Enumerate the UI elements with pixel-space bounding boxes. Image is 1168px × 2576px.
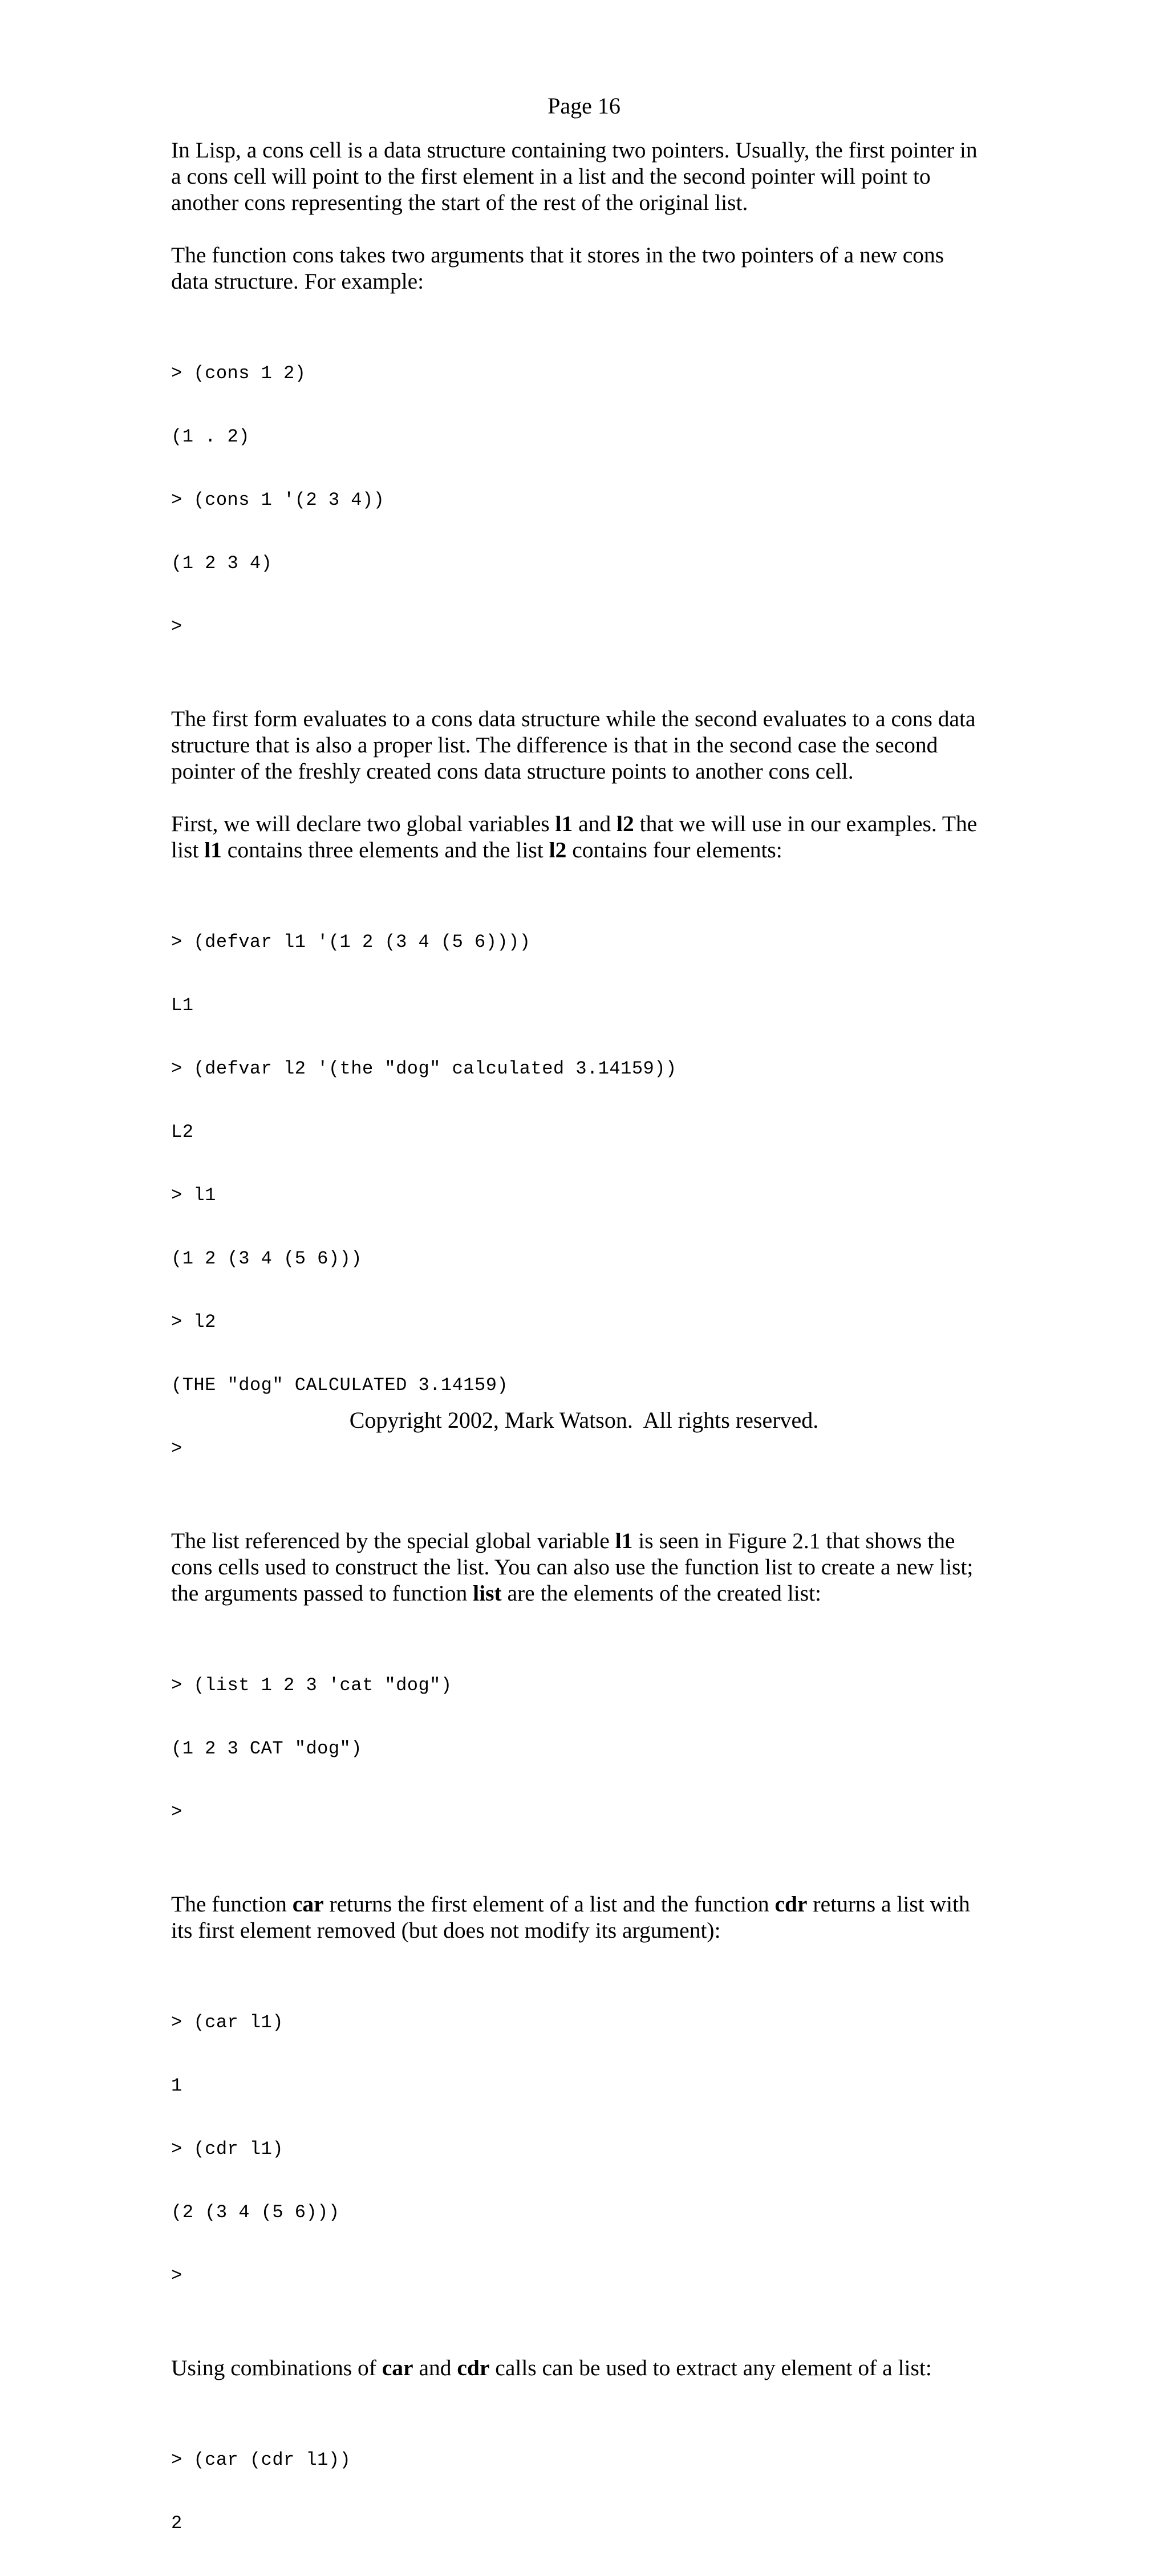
paragraph-combinations	[171, 2355, 1009, 2381]
code-line: >	[171, 616, 182, 637]
code-line: > l1	[171, 1185, 216, 1206]
code-line: (1 . 2)	[171, 426, 250, 447]
text-line: cons cells used to construct the list. You can also use the function list to create a new list;	[171, 1554, 974, 1579]
text-line: The list referenced by the special global variable l1 is seen in Figure 2.1 that shows the	[171, 1528, 955, 1553]
code-block-cons	[171, 321, 1009, 679]
code-line: L1	[171, 995, 194, 1016]
text-line: its first element removed (but does not modify its argument):	[171, 1918, 721, 1943]
page-number: Page 16	[548, 93, 620, 119]
code-block-list	[171, 1633, 1009, 1865]
text-line: list l1 contains three elements and the list l2 contains four elements:	[171, 837, 782, 862]
page-content	[171, 137, 1009, 2576]
code-line: L2	[171, 1121, 194, 1143]
text-line: First, we will declare two global variables l1 and l2 that we will use in our examples. The	[171, 811, 978, 836]
code-line: > (car (cdr l1))	[171, 2449, 351, 2470]
text-line: Using combinations of car and cdr calls can be used to extract any element of a list:	[171, 2355, 932, 2380]
code-line: >	[171, 2265, 182, 2286]
code-line: (1 2 3 4)	[171, 553, 273, 574]
code-line: > (cons 1 '(2 3 4))	[171, 489, 385, 511]
code-line: >	[171, 1438, 182, 1459]
code-line: >	[171, 1801, 182, 1822]
code-block-car-cdr	[171, 1970, 1009, 2328]
text-line: a cons cell will point to the first element in a list and the second pointer will point to	[171, 164, 931, 189]
paragraph-cons-cell-intro	[171, 137, 1009, 216]
text-line: pointer of the freshly created cons data structure points to another cons cell.	[171, 759, 854, 784]
paragraph-list-function	[171, 1528, 1009, 1606]
code-line: (2 (3 4 (5 6)))	[171, 2202, 340, 2223]
code-line: > (defvar l2 '(the "dog" calculated 3.14159))	[171, 1058, 677, 1079]
paragraph-cons-function	[171, 242, 1009, 294]
copyright-footer: Copyright 2002, Mark Watson. All rights reserved.	[349, 1407, 819, 1433]
code-line: > l2	[171, 1311, 216, 1332]
code-line: > (car l1)	[171, 2012, 284, 2033]
code-line: (1 2 (3 4 (5 6)))	[171, 1248, 362, 1269]
code-line: > (cons 1 2)	[171, 363, 306, 384]
code-line: 1	[171, 2075, 182, 2096]
code-line: (THE "dog" CALCULATED 3.14159)	[171, 1375, 509, 1396]
paragraph-first-form	[171, 706, 1009, 784]
text-line: data structure. For example:	[171, 269, 424, 294]
paragraph-car-cdr	[171, 1891, 1009, 1943]
text-line: structure that is also a proper list. The difference is that in the second case the second	[171, 732, 938, 758]
code-line: > (list 1 2 3 'cat "dog")	[171, 1675, 452, 1696]
text-line: The function cons takes two arguments that it stores in the two pointers of a new cons	[171, 242, 944, 268]
paragraph-global-variables	[171, 811, 1009, 863]
text-line: the arguments passed to function list are the elements of the created list:	[171, 1581, 822, 1606]
code-line: > (defvar l1 '(1 2 (3 4 (5 6))))	[171, 931, 531, 953]
text-line: The first form evaluates to a cons data structure while the second evaluates to a cons data	[171, 706, 976, 731]
text-line: another cons representing the start of the rest of the original list.	[171, 190, 748, 215]
code-block-car-cdr-combo	[171, 2407, 1009, 2576]
code-line: (1 2 3 CAT "dog")	[171, 1738, 362, 1759]
text-line: In Lisp, a cons cell is a data structure containing two pointers. Usually, the first pointer in	[171, 137, 978, 163]
text-line: The function car returns the first element of a list and the function cdr returns a list with	[171, 1892, 970, 1917]
code-line: > (cdr l1)	[171, 2138, 284, 2160]
code-line: 2	[171, 2513, 182, 2534]
